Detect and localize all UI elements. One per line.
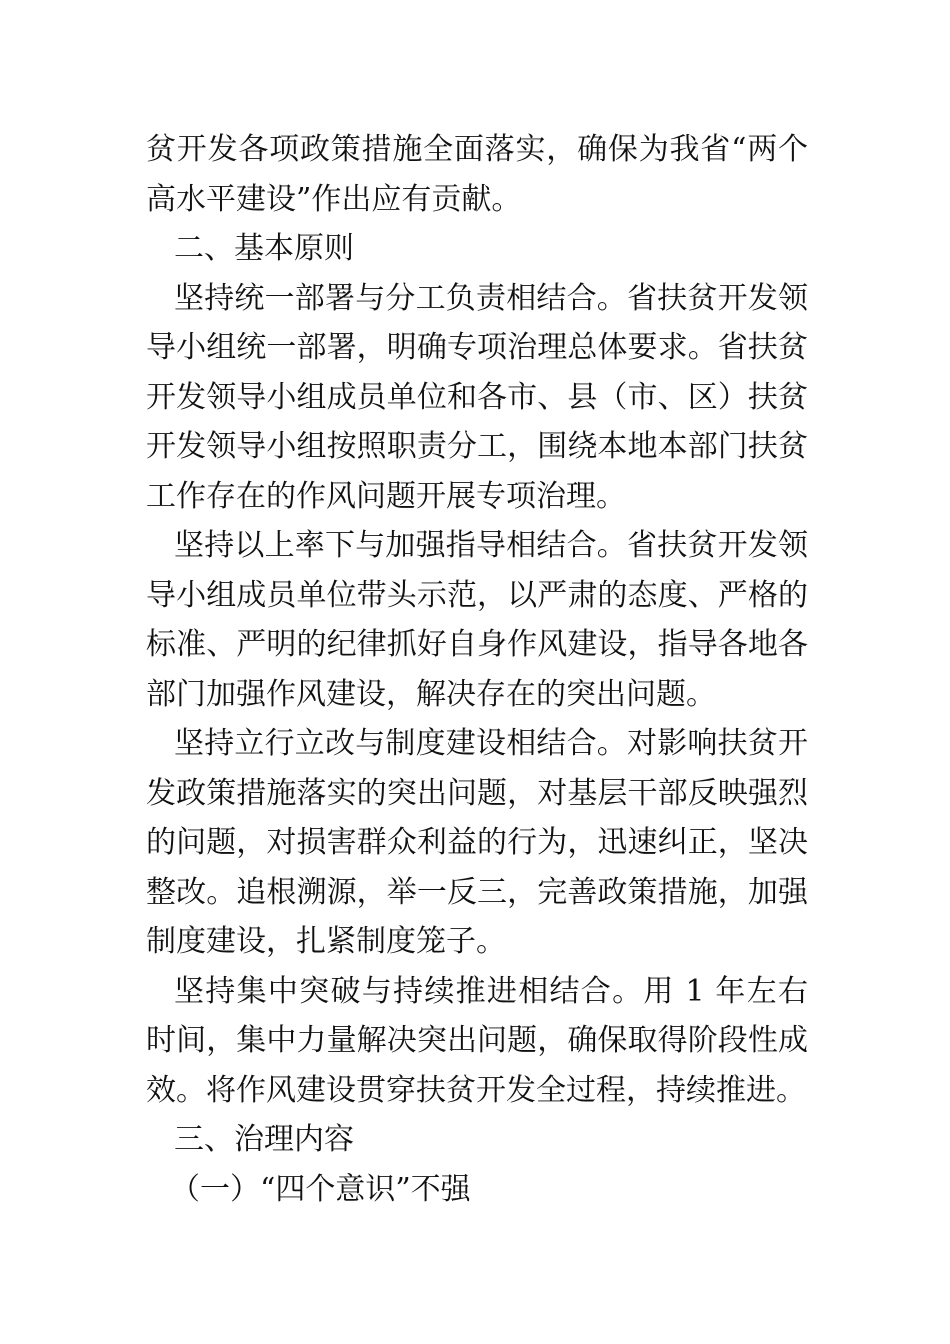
- section-heading-basic-principles: 二、基本原则: [174, 231, 354, 266]
- paragraph-principle-4: 坚持集中突破与持续推进相结合。用 1 年左右时间，集中力量解决突出问题，确保取得阶段性成效。将作风建设贯穿扶贫开发全过程，持续推进。: [146, 973, 808, 1108]
- document-body: [146, 125, 808, 1214]
- paragraph-principle-3: 坚持立行立改与制度建设相结合。对影响扶贫开发政策措施落实的突出问题，对基层干部反映强烈的问题，对损害群众利益的行为，迅速纠正，坚决整改。追根溯源，举一反三，完善政策措施，加强制度建设，扎紧制度笼子。: [146, 726, 808, 959]
- subsection-heading-four-consciousness: （一）“四个意识”不强: [170, 1171, 471, 1207]
- section-heading-governance-content: 三、治理内容: [174, 1122, 354, 1157]
- paragraph-principle-2: 坚持以上率下与加强指导相结合。省扶贫开发领导小组成员单位带头示范，以严肃的态度、严格的标准、严明的纪律抓好自身作风建设，指导各地各部门加强作风建设，解决存在的突出问题。: [146, 528, 808, 712]
- paragraph-continuation: 贫开发各项政策措施全面落实，确保为我省“两个高水平建设”作出应有贡献。: [146, 132, 808, 217]
- paragraph-principle-1: 坚持统一部署与分工负责相结合。省扶贫开发领导小组统一部署，明确专项治理总体要求。省扶贫开发领导小组成员单位和各市、县（市、区）扶贫开发领导小组按照职责分工，围绕本地本部门扶贫工作存在的作风问题开展专项治理。: [146, 280, 808, 514]
